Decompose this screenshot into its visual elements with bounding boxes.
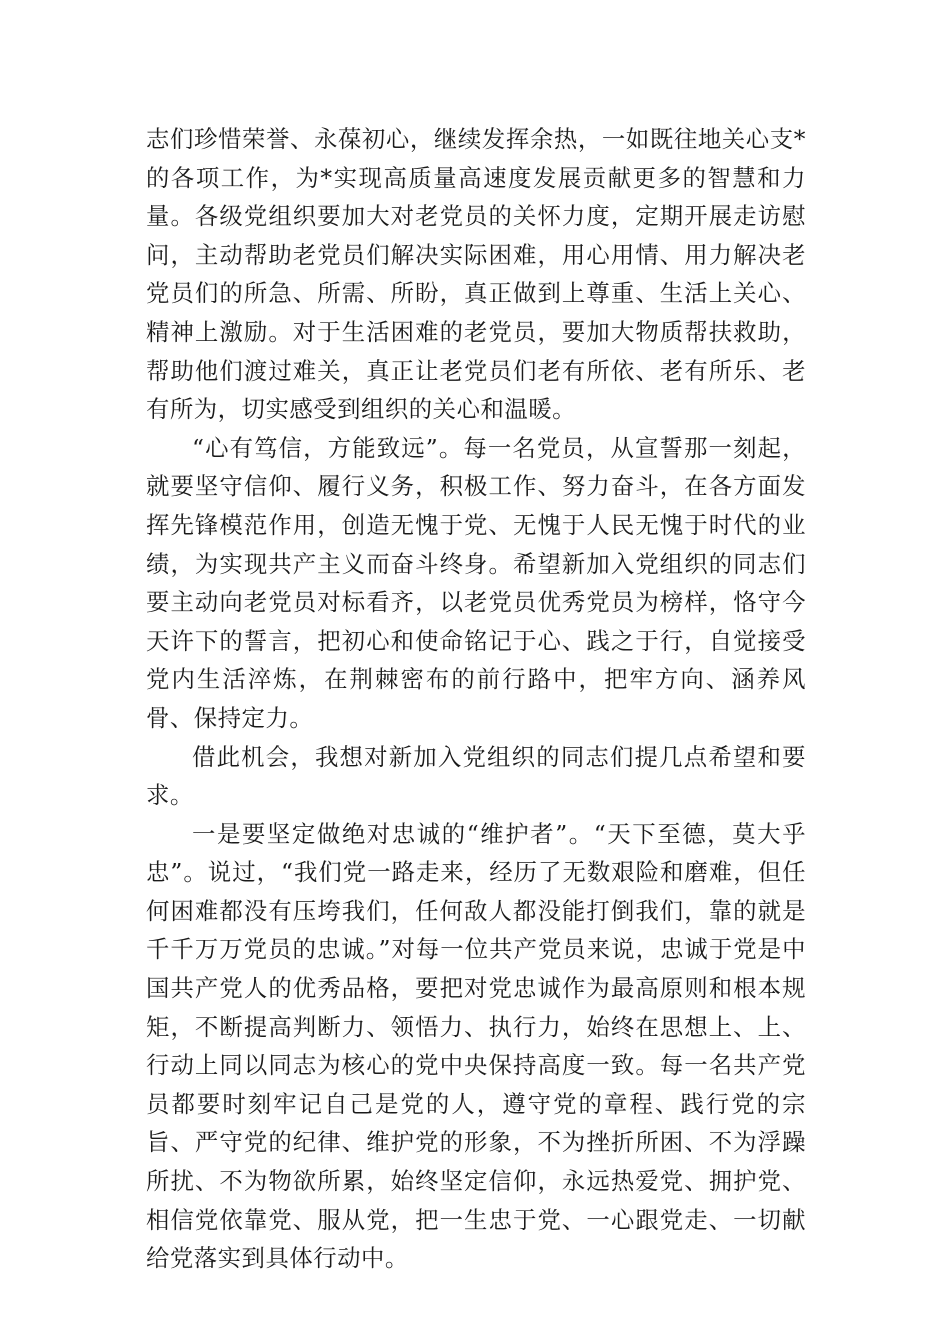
paragraph-1: 志们珍惜荣誉、永葆初心，继续发挥余热，一如既往地关心支*的各项工作，为*实现高质量高速度发展贡献更多的智慧和力量。各级党组织要加大对老党员的关怀力度，定期开展走访慰问，主动帮助老党员们解决实际困难，用心用情、用力解决老党员们的所急、所需、所盼，真正做到上尊重、生活上关心、精神上激励。对于生活困难的老党员，要加大物质帮扶救助，帮助他们渡过难关，真正让老党员们老有所依、老有所乐、老有所为，切实感受到组织的关心和温暖。 — [146, 125, 806, 424]
paragraph-4: 一是要坚定做绝对忠诚的“维护者”。“天下至德，莫大乎忠”。说过，“我们党一路走来，经历了无数艰险和磨难，但任何困难都没有压垮我们，任何敌人都没能打倒我们，靠的就是千千万万党员的忠诚。”对每一位共产党员来说，忠诚于党是中国共产党人的优秀品格，要把对党忠诚作为最高原则和根本规矩，不断提高判断力、领悟力、执行力，始终在思想上、上、行动上同以同志为核心的党中央保持高度一致。每一名共产党员都要时刻牢记自己是党的人，遵守党的章程、践行党的宗旨、严守党的纪律、维护党的形象，不为挫折所困、不为浮躁所扰、不为物欲所累，始终坚定信仰，永远热爱党、拥护党、相信党依靠党、服从党，把一生忠于党、一心跟党走、一切献给党落实到具体行动中。 — [146, 819, 806, 1273]
paragraph-3: 借此机会，我想对新加入党组织的同志们提几点希望和要求。 — [146, 742, 806, 810]
document-page — [146, 120, 806, 1278]
paragraph-2: “心有笃信，方能致远”。每一名党员，从宣誓那一刻起，就要坚守信仰、履行义务，积极工作、努力奋斗，在各方面发挥先锋模范作用，创造无愧于党、无愧于人民无愧于时代的业绩，为实现共产主义而奋斗终身。希望新加入党组织的同志们要主动向老党员对标看齐，以老党员优秀党员为榜样，恪守今天许下的誓言，把初心和使命铭记于心、践之于行，自觉接受党内生活淬炼，在荆棘密布的前行路中，把牢方向、涵养风骨、保持定力。 — [146, 433, 806, 732]
